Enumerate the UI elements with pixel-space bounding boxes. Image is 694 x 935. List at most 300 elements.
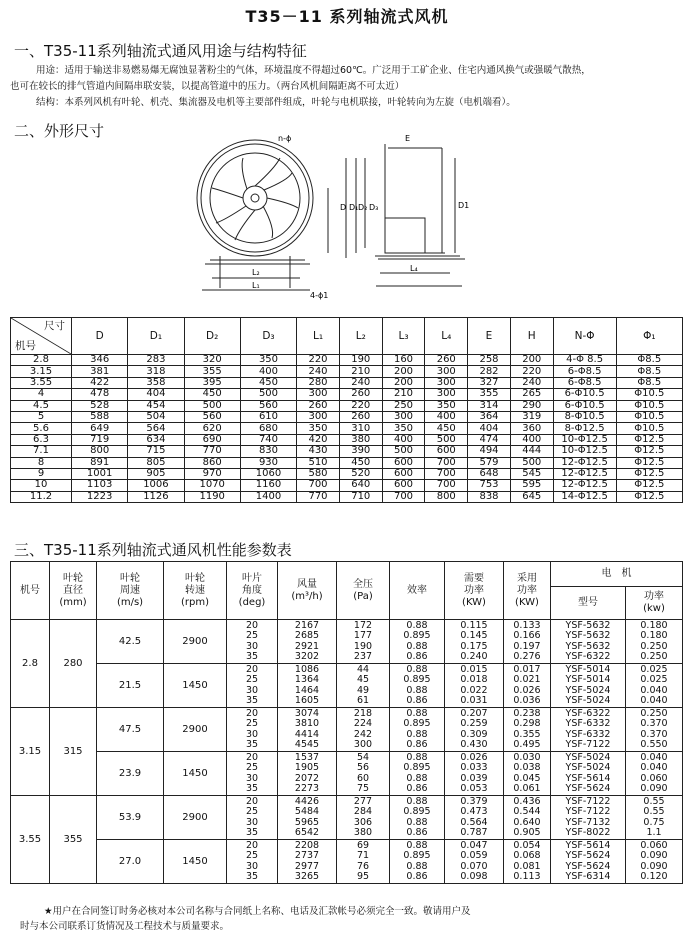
use-cell: 0.133 0.166 0.197 0.276 [504, 620, 551, 664]
th-E: E [468, 318, 511, 355]
dimension-cell: 350 [425, 400, 468, 411]
performance-row [11, 620, 683, 664]
diameter-cell: 280 [50, 620, 97, 708]
th-Phi1: Φ₁ [616, 318, 682, 355]
dimension-cell: Φ12.5 [616, 434, 682, 445]
dimension-cell: 905 [128, 468, 184, 479]
dimension-row [11, 411, 683, 422]
model-no-cell: 3.55 [11, 377, 72, 388]
dimension-cell: 510 [297, 457, 340, 468]
angle-cell: 20 25 30 35 [227, 840, 278, 884]
dimension-cell: 560 [184, 411, 240, 422]
dimension-cell: 258 [468, 355, 511, 366]
dimension-cell: Φ10.5 [616, 400, 682, 411]
dimension-cell: 800 [72, 446, 128, 457]
dimension-cell: 620 [184, 423, 240, 434]
dimension-cell: 450 [184, 389, 240, 400]
angle-cell: 20 25 30 35 [227, 796, 278, 840]
dimension-cell: 220 [510, 366, 553, 377]
th-D2: D₂ [184, 318, 240, 355]
dimension-cell: 500 [240, 389, 296, 400]
performance-table [10, 561, 683, 884]
dimension-cell: 300 [425, 377, 468, 388]
dimension-cell: 1190 [184, 491, 240, 502]
dimension-cell: 210 [339, 366, 382, 377]
th-tip-speed: 叶轮 周速 (m/s) [97, 562, 164, 620]
dimension-cell: 450 [240, 377, 296, 388]
dimension-cell: 350 [240, 355, 296, 366]
dimension-cell: 8-Φ12.5 [553, 423, 616, 434]
performance-row [11, 840, 683, 884]
th-need-power: 需要 功率 (KW) [445, 562, 504, 620]
dimension-cell: 1103 [72, 480, 128, 491]
eff-cell: 0.88 0.895 0.88 0.86 [390, 840, 445, 884]
dimension-cell: Φ8.5 [616, 366, 682, 377]
dimension-cell: 930 [240, 457, 296, 468]
footer-line-1: ★用户在合同签订时务必核对本公司名称与合同纸上名称、电话及汇款帐号必须完全一致。敬请用户及 [44, 906, 471, 917]
dimension-cell: 700 [425, 468, 468, 479]
dimension-cell: 290 [510, 400, 553, 411]
dimension-cell: 400 [240, 366, 296, 377]
speed-cell: 47.5 [97, 708, 164, 752]
model-no-cell: 5 [11, 411, 72, 422]
dimension-cell: 200 [382, 366, 425, 377]
dimension-cell: 200 [510, 355, 553, 366]
dimension-cell: 579 [468, 457, 511, 468]
dimension-cell: 450 [339, 457, 382, 468]
dimension-cell: 770 [184, 446, 240, 457]
speed-cell: 23.9 [97, 752, 164, 796]
dimension-cell: 1223 [72, 491, 128, 502]
rpm-cell: 2900 [164, 796, 227, 840]
model-no-cell: 5.6 [11, 423, 72, 434]
dimension-cell: 545 [510, 468, 553, 479]
dimension-cell: 190 [339, 355, 382, 366]
dimension-cell: 1400 [240, 491, 296, 502]
model-no-cell: 3.15 [11, 708, 50, 796]
model-no-cell: 3.15 [11, 366, 72, 377]
dimension-cell: 390 [339, 446, 382, 457]
model-cell: YSF-5024 YSF-5024 YSF-5614 YSF-5624 [551, 752, 626, 796]
dimension-row [11, 446, 683, 457]
use-cell: 0.054 0.068 0.081 0.113 [504, 840, 551, 884]
dimension-cell: Φ12.5 [616, 491, 682, 502]
dimension-cell: 595 [510, 480, 553, 491]
need-cell: 0.015 0.018 0.022 0.031 [445, 664, 504, 708]
th-motor-power: 功率 (kw) [626, 587, 683, 620]
dimension-cell: 970 [184, 468, 240, 479]
dimension-cell: 240 [339, 377, 382, 388]
page-title: T35－11 系列轴流式风机 [245, 7, 449, 26]
dimension-cell: 350 [382, 423, 425, 434]
angle-cell: 20 25 30 35 [227, 708, 278, 752]
dimension-cell: 474 [468, 434, 511, 445]
dimension-cell: 6-Φ10.5 [553, 389, 616, 400]
dimension-cell: 680 [240, 423, 296, 434]
dimension-cell: 710 [339, 491, 382, 502]
dimension-cell: 300 [297, 411, 340, 422]
use-cell: 0.436 0.544 0.640 0.905 [504, 796, 551, 840]
dimension-cell: Φ10.5 [616, 389, 682, 400]
dimension-cell: 260 [425, 355, 468, 366]
dimension-cell: 770 [297, 491, 340, 502]
th-L3: L₃ [382, 318, 425, 355]
dimension-cell: 700 [425, 457, 468, 468]
dimension-row [11, 491, 683, 502]
corner-cell: 尺寸 机号 [11, 318, 72, 355]
fan-dimension-drawing [180, 128, 480, 308]
performance-row [11, 708, 683, 752]
dimension-cell: 649 [72, 423, 128, 434]
model-cell: YSF-5614 YSF-5624 YSF-5624 YSF-6314 [551, 840, 626, 884]
dimension-cell: 1060 [240, 468, 296, 479]
l4-label: L₄ [410, 264, 418, 273]
dimension-cell: 600 [425, 446, 468, 457]
dimension-cell: 320 [184, 355, 240, 366]
dimension-cell: 610 [240, 411, 296, 422]
dimension-cell: 690 [184, 434, 240, 445]
dimension-cell: 12-Φ12.5 [553, 468, 616, 479]
dimension-cell: 360 [510, 423, 553, 434]
usage-line-2: 也可在较长的排气管道内间隔串联安装，以提高管道中的压力。（两台风机间隔距离不可太近） [10, 81, 405, 92]
dimension-cell: 560 [240, 400, 296, 411]
power-cell: 0.250 0.370 0.370 0.550 [626, 708, 683, 752]
dimension-cell: 300 [425, 389, 468, 400]
power-cell: 0.180 0.180 0.250 0.250 [626, 620, 683, 664]
model-cell: YSF-5632 YSF-5632 YSF-5632 YSF-6322 [551, 620, 626, 664]
th-D: D [72, 318, 128, 355]
l1-label: L₁ [252, 281, 260, 290]
dimension-cell: 740 [240, 434, 296, 445]
model-no-cell: 2.8 [11, 620, 50, 708]
dimension-cell: 400 [382, 434, 425, 445]
rpm-cell: 1450 [164, 840, 227, 884]
dimension-cell: 830 [240, 446, 296, 457]
dimension-cell: 8-Φ10.5 [553, 411, 616, 422]
d2-label: D₂ [358, 203, 368, 212]
dimension-cell: 404 [468, 423, 511, 434]
dimension-cell: 160 [382, 355, 425, 366]
dimension-cell: 504 [128, 411, 184, 422]
dimension-table [10, 317, 683, 503]
model-cell: YSF-6322 YSF-6332 YSF-6332 YSF-7122 [551, 708, 626, 752]
dimension-cell: 350 [297, 423, 340, 434]
flow-cell: 1537 1905 2072 2273 [278, 752, 337, 796]
need-cell: 0.047 0.059 0.070 0.098 [445, 840, 504, 884]
dimension-cell: 444 [510, 446, 553, 457]
impeller-blades [212, 158, 298, 240]
dimension-cell: 260 [339, 411, 382, 422]
dimension-cell: 364 [468, 411, 511, 422]
dimension-cell: 891 [72, 457, 128, 468]
dimension-cell: 753 [468, 480, 511, 491]
dimension-cell: 420 [297, 434, 340, 445]
e-label: E [405, 134, 411, 143]
dimension-cell: 300 [425, 366, 468, 377]
power-cell: 0.55 0.55 0.75 1.1 [626, 796, 683, 840]
dimension-cell: Φ10.5 [616, 423, 682, 434]
dimension-row [11, 457, 683, 468]
model-no-cell: 9 [11, 468, 72, 479]
dimension-cell: 6-Φ8.5 [553, 366, 616, 377]
dimension-cell: 520 [339, 468, 382, 479]
structure-line: 结构：本系列风机有叶轮、机壳、集流器及电机等主要部件组成，叶轮与电机联接，叶轮转向为左旋（电机端看）。 [36, 97, 516, 108]
dimension-cell: Φ8.5 [616, 377, 682, 388]
use-cell: 0.030 0.038 0.045 0.061 [504, 752, 551, 796]
press-cell: 277 284 306 380 [337, 796, 390, 840]
dimension-cell: 1001 [72, 468, 128, 479]
rpm-cell: 2900 [164, 708, 227, 752]
section3-heading: 三、T35-11系列轴流式通风机性能参数表 [14, 541, 292, 559]
th-efficiency: 效率 [390, 562, 445, 620]
press-cell: 218 224 242 300 [337, 708, 390, 752]
usage-line-1: 用途：适用于输送非易燃易爆无腐蚀显著粉尘的气体，环境温度不得超过60℃。广泛用于工矿企业、住宅内通风换气或强暖气散热， [36, 65, 591, 76]
dimension-cell: 250 [382, 400, 425, 411]
rpm-cell: 1450 [164, 752, 227, 796]
dimension-cell: 358 [128, 377, 184, 388]
model-no-cell: 4 [11, 389, 72, 400]
angle-cell: 20 25 30 35 [227, 664, 278, 708]
th-D1: D₁ [128, 318, 184, 355]
flow-cell: 1086 1364 1464 1605 [278, 664, 337, 708]
dimension-cell: 1070 [184, 480, 240, 491]
dimension-cell: 283 [128, 355, 184, 366]
dimension-cell: 715 [128, 446, 184, 457]
dimension-cell: 6-Φ10.5 [553, 400, 616, 411]
dimension-cell: 381 [72, 366, 128, 377]
dimension-cell: 400 [425, 411, 468, 422]
use-cell: 0.017 0.021 0.026 0.036 [504, 664, 551, 708]
use-cell: 0.238 0.298 0.355 0.495 [504, 708, 551, 752]
dimension-cell: 648 [468, 468, 511, 479]
press-cell: 54 56 60 75 [337, 752, 390, 796]
press-cell: 172 177 190 237 [337, 620, 390, 664]
performance-row [11, 796, 683, 840]
dimension-cell: 200 [382, 377, 425, 388]
dimension-cell: 600 [382, 468, 425, 479]
dimension-cell: 265 [510, 389, 553, 400]
dimension-cell: 454 [128, 400, 184, 411]
model-no-cell: 3.55 [11, 796, 50, 884]
dimension-cell: 500 [425, 434, 468, 445]
power-cell: 0.025 0.025 0.040 0.040 [626, 664, 683, 708]
dimension-cell: 700 [382, 491, 425, 502]
model-cell: YSF-5014 YSF-5014 YSF-5024 YSF-5024 [551, 664, 626, 708]
dimension-row [11, 355, 683, 366]
th-angle: 叶片 角度 (deg) [227, 562, 278, 620]
flow-cell: 4426 5484 5965 6542 [278, 796, 337, 840]
dimension-row [11, 389, 683, 400]
dimension-cell: 300 [297, 389, 340, 400]
n-phi-label: n-ϕ [278, 134, 292, 143]
dimension-cell: Φ12.5 [616, 468, 682, 479]
eff-cell: 0.88 0.895 0.88 0.86 [390, 752, 445, 796]
dimension-cell: 314 [468, 400, 511, 411]
th-L1: L₁ [297, 318, 340, 355]
dimension-cell: 588 [72, 411, 128, 422]
dimension-cell: 600 [382, 457, 425, 468]
dimension-cell: Φ12.5 [616, 446, 682, 457]
hole-label: 4-ϕ1 [310, 291, 329, 300]
th-L2: L₂ [339, 318, 382, 355]
dimension-row [11, 468, 683, 479]
diameter-cell: 355 [50, 796, 97, 884]
need-cell: 0.115 0.145 0.175 0.240 [445, 620, 504, 664]
dimension-cell: 422 [72, 377, 128, 388]
dimension-cell: 10-Φ12.5 [553, 446, 616, 457]
dimension-row [11, 400, 683, 411]
outer-ring [197, 140, 313, 256]
dimension-cell: 860 [184, 457, 240, 468]
th-rpm: 叶轮 转速 (rpm) [164, 562, 227, 620]
flow-cell: 2167 2685 2921 3202 [278, 620, 337, 664]
dimension-cell: 220 [297, 355, 340, 366]
dimension-cell: 1160 [240, 480, 296, 491]
dimension-cell: 478 [72, 389, 128, 400]
th-pressure: 全压 (Pa) [337, 562, 390, 620]
dimension-cell: 355 [184, 366, 240, 377]
dimension-row [11, 434, 683, 445]
dimension-row [11, 366, 683, 377]
speed-cell: 42.5 [97, 620, 164, 664]
th-use-power: 采用 功率 (KW) [504, 562, 551, 620]
press-cell: 69 71 76 95 [337, 840, 390, 884]
th-H: H [510, 318, 553, 355]
model-no-cell: 7.1 [11, 446, 72, 457]
footer-line-2: 时与本公司联系订货情况及工程技术与质量要求。 [20, 921, 230, 932]
dimension-cell: 430 [297, 446, 340, 457]
dimension-cell: 528 [72, 400, 128, 411]
th-L4: L₄ [425, 318, 468, 355]
dimension-cell: 240 [510, 377, 553, 388]
dimension-row [11, 377, 683, 388]
dimension-cell: 210 [382, 389, 425, 400]
dimension-cell: 319 [510, 411, 553, 422]
performance-row [11, 752, 683, 796]
th-model: 型号 [551, 587, 626, 620]
dimension-cell: 240 [297, 366, 340, 377]
dimension-cell: 260 [339, 389, 382, 400]
dimension-cell: 640 [339, 480, 382, 491]
l2-label: L₂ [252, 268, 260, 277]
dimension-cell: 800 [425, 491, 468, 502]
eff-cell: 0.88 0.895 0.88 0.86 [390, 796, 445, 840]
dimension-cell: 450 [425, 423, 468, 434]
dimension-cell: 838 [468, 491, 511, 502]
press-cell: 44 45 49 61 [337, 664, 390, 708]
th-diameter: 叶轮 直径 (mm) [50, 562, 97, 620]
th-motor: 电 机 [551, 562, 683, 587]
model-no-cell: 10 [11, 480, 72, 491]
dimension-cell: 500 [382, 446, 425, 457]
dimension-cell: 310 [339, 423, 382, 434]
need-cell: 0.379 0.473 0.564 0.787 [445, 796, 504, 840]
d1-label: D₁ [349, 203, 359, 212]
model-no-cell: 11.2 [11, 491, 72, 502]
dimension-cell: 719 [72, 434, 128, 445]
dimension-cell: Φ8.5 [616, 355, 682, 366]
dimension-cell: 700 [297, 480, 340, 491]
diameter-cell: 315 [50, 708, 97, 796]
dimension-cell: 500 [184, 400, 240, 411]
rpm-cell: 2900 [164, 620, 227, 664]
dimension-cell: 564 [128, 423, 184, 434]
flow-cell: 2208 2737 2977 3265 [278, 840, 337, 884]
speed-cell: 27.0 [97, 840, 164, 884]
d-label: D [340, 203, 347, 212]
dimension-cell: 404 [128, 389, 184, 400]
dimension-cell: 600 [382, 480, 425, 491]
rpm-cell: 1450 [164, 664, 227, 708]
dimension-cell: 10-Φ12.5 [553, 434, 616, 445]
speed-cell: 21.5 [97, 664, 164, 708]
dimension-cell: 380 [339, 434, 382, 445]
need-cell: 0.207 0.259 0.309 0.430 [445, 708, 504, 752]
eff-cell: 0.88 0.895 0.88 0.86 [390, 664, 445, 708]
flow-cell: 3074 3810 4414 4545 [278, 708, 337, 752]
model-no-cell: 2.8 [11, 355, 72, 366]
model-no-cell: 6.3 [11, 434, 72, 445]
speed-cell: 53.9 [97, 796, 164, 840]
power-cell: 0.040 0.040 0.060 0.090 [626, 752, 683, 796]
angle-cell: 20 25 30 35 [227, 752, 278, 796]
inner-ring [210, 153, 300, 243]
dimension-cell: 1126 [128, 491, 184, 502]
dimension-row [11, 423, 683, 434]
dimension-cell: 300 [382, 411, 425, 422]
dimension-cell: 6-Φ8.5 [553, 377, 616, 388]
performance-row [11, 664, 683, 708]
dimension-cell: 805 [128, 457, 184, 468]
dimension-cell: 400 [510, 434, 553, 445]
dimension-cell: Φ10.5 [616, 411, 682, 422]
d3-label: D₃ [369, 203, 379, 212]
dimension-cell: 700 [425, 480, 468, 491]
dimension-cell: Φ12.5 [616, 457, 682, 468]
section2-heading: 二、外形尺寸 [14, 122, 105, 140]
dimension-cell: 494 [468, 446, 511, 457]
dimension-cell: 500 [510, 457, 553, 468]
dimension-cell: 12-Φ12.5 [553, 457, 616, 468]
eff-cell: 0.88 0.895 0.88 0.86 [390, 620, 445, 664]
model-no-cell: 4.5 [11, 400, 72, 411]
th-no: 机号 [11, 562, 50, 620]
dimension-cell: 12-Φ12.5 [553, 480, 616, 491]
dimension-cell: 395 [184, 377, 240, 388]
th-NPhi: N-Φ [553, 318, 616, 355]
th-flow: 风量 (m³/h) [278, 562, 337, 620]
dimension-cell: 327 [468, 377, 511, 388]
dimension-cell: 280 [297, 377, 340, 388]
dimension-cell: 580 [297, 468, 340, 479]
dimension-cell: 282 [468, 366, 511, 377]
section1-heading: 一、T35-11系列轴流式通风用途与结构特征 [14, 42, 307, 60]
angle-cell: 20 25 30 35 [227, 620, 278, 664]
dimension-cell: 260 [297, 400, 340, 411]
dimension-cell: 1006 [128, 480, 184, 491]
dimension-cell: 318 [128, 366, 184, 377]
eff-cell: 0.88 0.895 0.88 0.86 [390, 708, 445, 752]
d1b-label: D1 [458, 201, 470, 210]
dimension-row [11, 480, 683, 491]
model-cell: YSF-7122 YSF-7122 YSF-7132 YSF-8022 [551, 796, 626, 840]
need-cell: 0.026 0.033 0.039 0.053 [445, 752, 504, 796]
th-D3: D₃ [240, 318, 296, 355]
dimension-cell: 4-Φ 8.5 [553, 355, 616, 366]
model-no-cell: 8 [11, 457, 72, 468]
dimension-cell: 355 [468, 389, 511, 400]
dimension-cell: 346 [72, 355, 128, 366]
